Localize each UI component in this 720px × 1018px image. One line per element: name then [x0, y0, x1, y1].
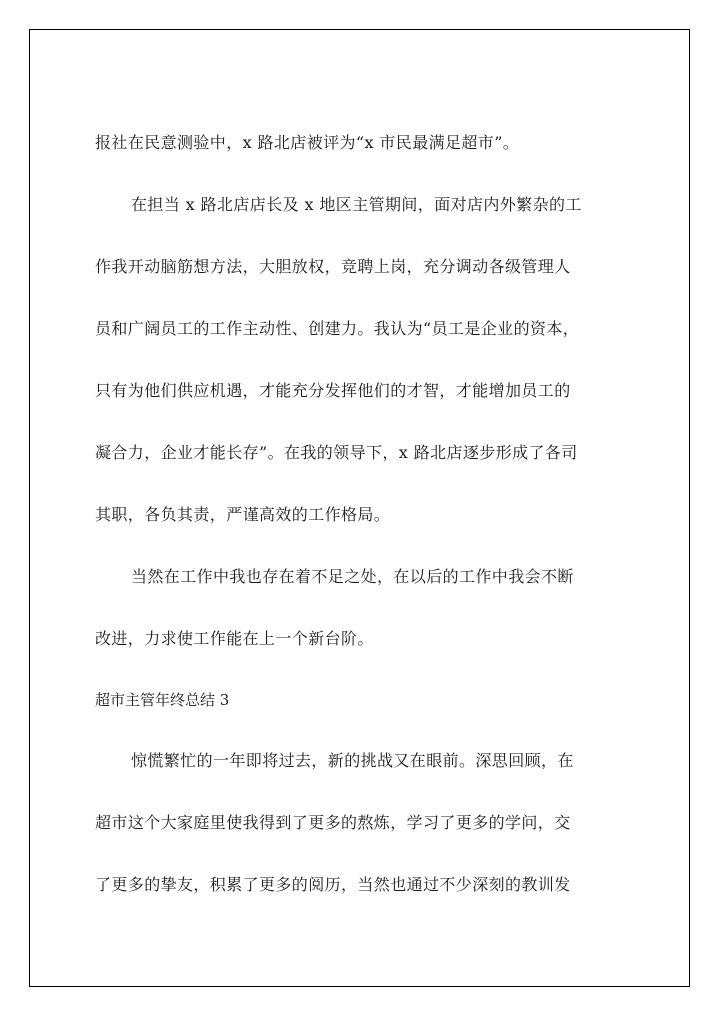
paragraph-start-line: 当然在工作中我也存在着不足之处，在以后的工作中我会不断: [131, 567, 574, 586]
text-line: 凝合力，企业才能长存”。在我的领导下，x 路北店逐步形成了各司: [95, 443, 578, 462]
text-line: 改进，力求使工作能在上一个新台阶。: [95, 629, 374, 648]
section-heading: 超市主管年终总结 3: [95, 691, 230, 709]
text-line: 了更多的挚友，积累了更多的阅历，当然也通过不少深刻的教训发: [95, 875, 571, 894]
paragraph-start-line: 惊慌繁忙的一年即将过去，新的挑战又在眼前。深思回顾，在: [131, 751, 574, 770]
text-line: 员和广阔员工的工作主动性、创建力。我认为“员工是企业的资本，: [95, 319, 580, 338]
text-line: 报社在民意测验中，x 路北店被评为“x 市民最满足超市”。: [95, 133, 520, 152]
paragraph-start-line: 在担当 x 路北店店长及 x 地区主管期间，面对店内外繁杂的工: [131, 195, 582, 214]
text-line: 作我开动脑筋想方法，大胆放权，竞聘上岗，充分调动各级管理人: [95, 257, 571, 276]
text-line: 超市这个大家庭里使我得到了更多的熬炼，学习了更多的学问，交: [95, 813, 571, 832]
text-line: 只有为他们供应机遇，才能充分发挥他们的才智，才能增加员工的: [95, 381, 571, 400]
text-line: 其职，各负其责，严谨高效的工作格局。: [95, 505, 391, 524]
